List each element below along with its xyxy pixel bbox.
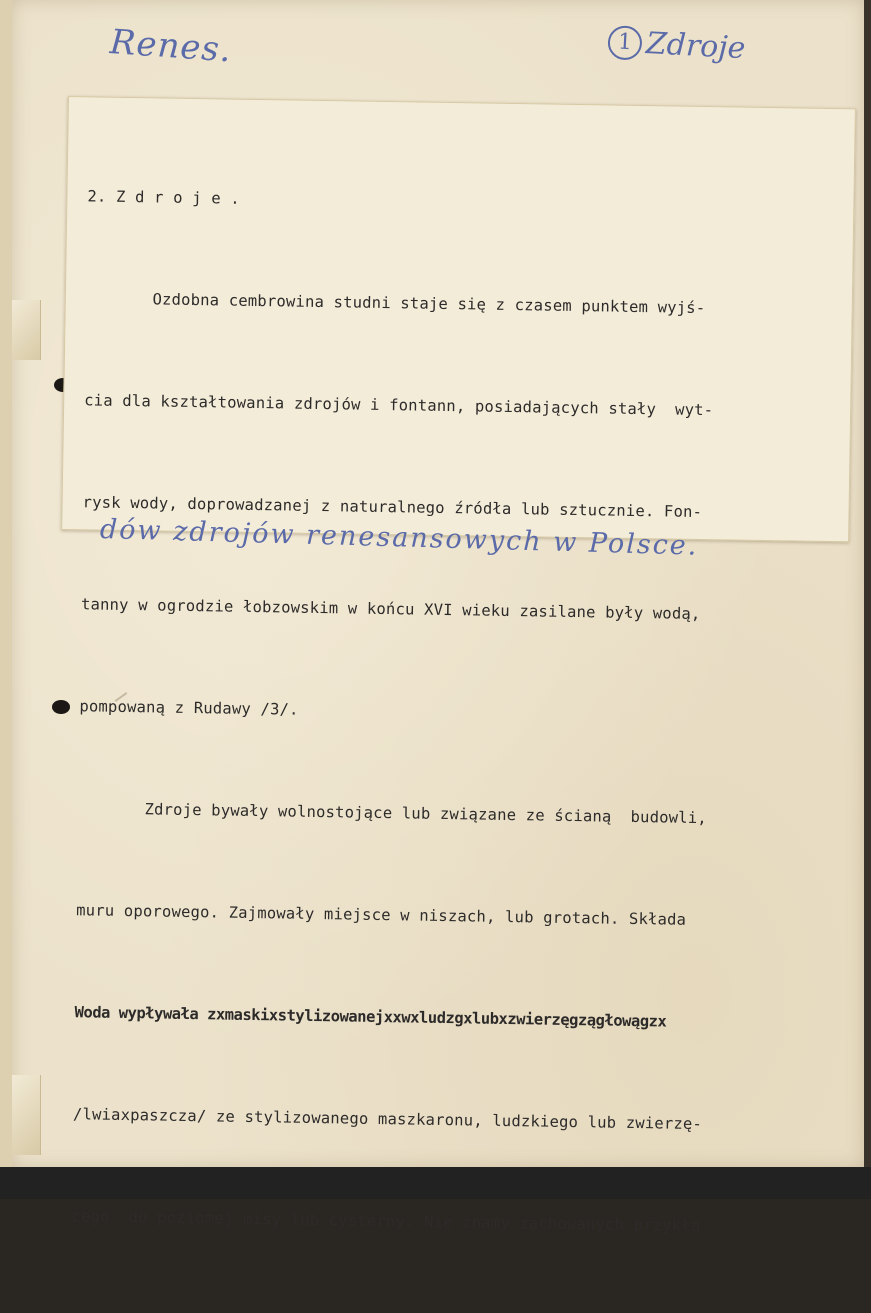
handwritten-section-label [607,24,746,66]
text-line: muru oporowego. Zajmowały miejsce w niszach, lub grotach. Składa [76,901,687,929]
heading-line: 2. Z d r o j e . [87,187,241,208]
text-line: pompowaną z Rudawy /3/. [79,697,299,719]
handwritten-continuation: dów zdrojów renesansowych w Polsce. [99,514,699,562]
text-line: cego do poziomej misy lub cysterny. Nie znamy zachowanych przykła [71,1207,701,1236]
punch-hole [52,700,70,714]
pasted-typed-slip [61,96,856,1236]
paper-fold-tab [12,300,41,360]
handwritten-note-renes: Renes. [108,22,234,71]
text-line-struck: Woda wypływała zxmaskixstylizowanejxxwxludzgxlubxzwierzęgzągłowągzx [74,1003,667,1031]
circled-number: 1 [607,25,643,61]
handwritten-section-title: Zdroje [645,26,747,67]
paper-fold-tab [12,1075,41,1155]
text-line: Zdroje bywały wolnostojące lub związane ze ścianą budowli, [77,799,707,828]
typed-text-block [70,111,839,1313]
text-line: tanny w ogrodzie łobzowskim w końcu XVI wieku zasilane były wodą, [80,595,701,623]
text-line: /lwiaxpaszcza/ ze stylizowanego maszkaronu, ludzkiego lub zwierzę- [72,1105,703,1134]
text-line: rysk wody, doprowadzanej z naturalnego źródła lub sztucznie. Fon- [82,493,703,522]
text-line: cia dla kształtowania zdrojów i fontann, posiadających stały wyt- [84,391,714,420]
text-line: Ozdobna cembrowina studni staje się z czasem punktem wyjś- [85,289,706,318]
